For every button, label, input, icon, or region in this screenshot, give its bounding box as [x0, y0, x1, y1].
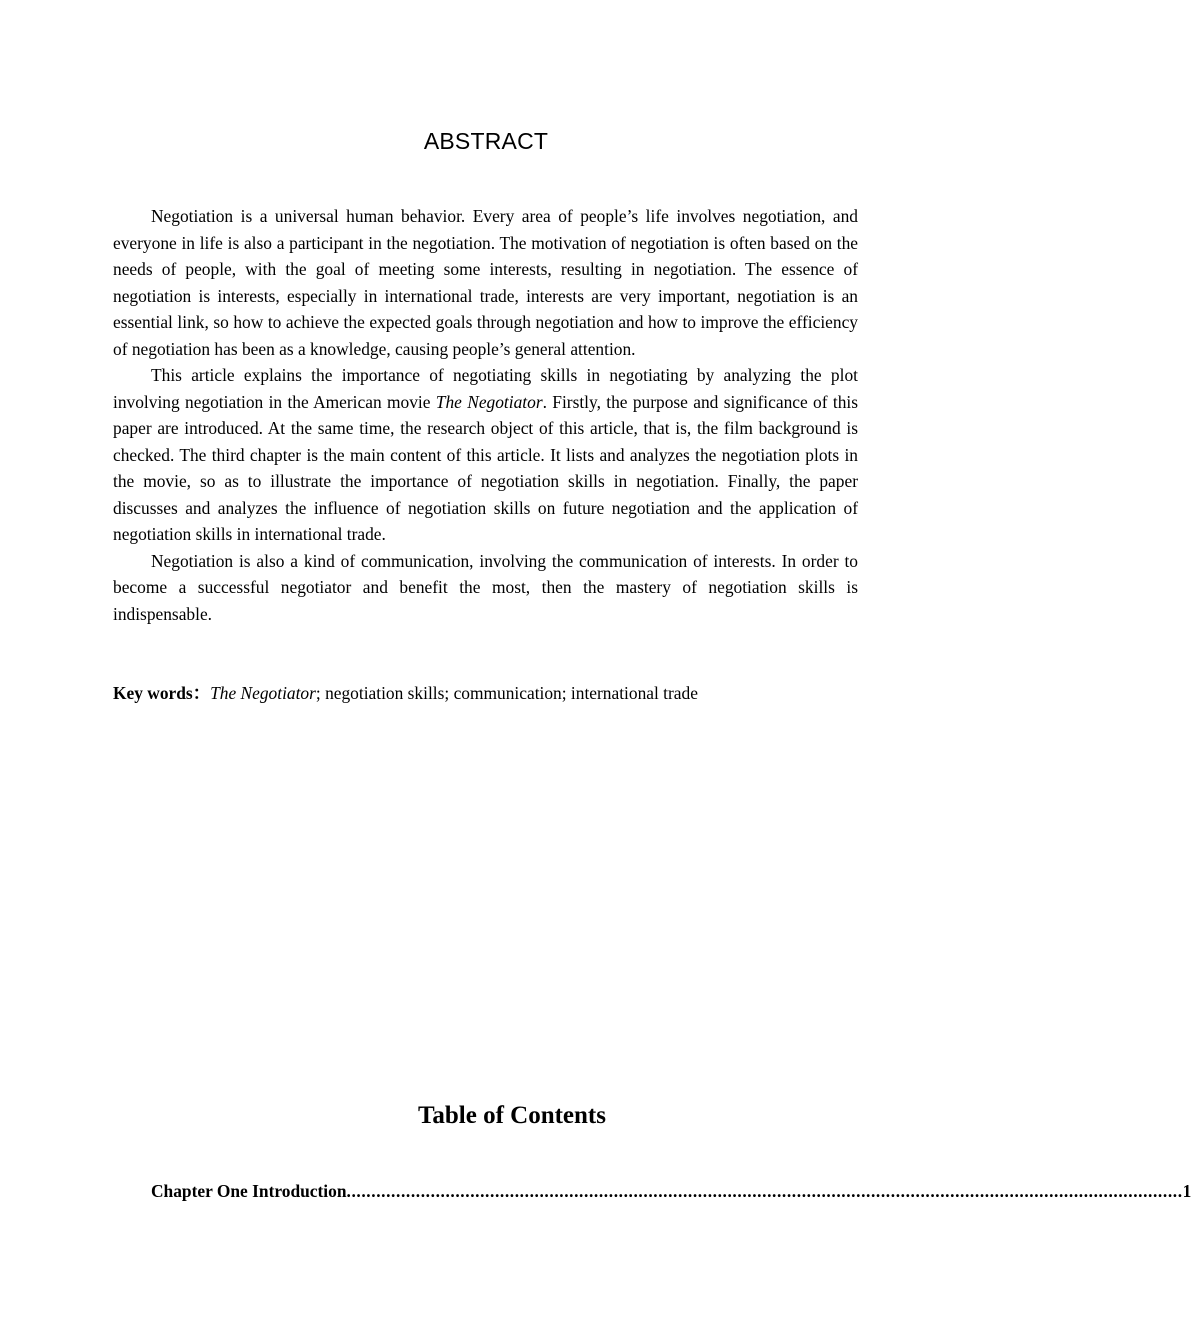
toc-entry-page-number: 1: [1182, 1181, 1191, 1201]
keywords-line: [113, 680, 858, 706]
abstract-paragraph-2: [113, 362, 858, 548]
abstract-paragraph-1: [113, 203, 858, 362]
abstract-paragraph-2-film-title: The Negotiator: [435, 391, 543, 412]
keywords-film-title: The Negotiator: [210, 683, 316, 703]
abstract-paragraph-2-text-b: . Firstly, the purpose and significance of this paper are introduced. At the same time, the research object of this article, that is, the film background is checked. The third chapter is the main content of this article. It lists and analyzes the negotiation plots in the movie, so as to illustrate the importance of negotiation skills in negotiation. Finally, the paper discusses and analyzes the influence of negotiation skills on future negotiation and the application of negotiation skills in international trade.: [113, 391, 859, 544]
toc-entry-label: Chapter One Introduction: [151, 1181, 347, 1201]
keywords-label: Key words：: [113, 683, 211, 703]
abstract-paragraph-3-text: Negotiation is also a kind of communication, involving the communication of interests. In order to become a successful negotiator and benefit the most, then the mastery of negotiation skills is indispensable.: [113, 550, 858, 624]
abstract-paragraph-1-text: Negotiation is a universal human behavior. Every area of people’s life involves negotiation, and everyone in life is also a participant in the negotiation. The motivation of negotiation is often based on the needs of people, with the goal of meeting some interests, resulting in negotiation. The essence of negotiation is interests, especially in international trade, interests are very important, negotiation is an essential link, so how to achieve the expected goals through negotiation and how to improve the efficiency of negotiation has been as a knowledge, causing people’s general attention.: [113, 206, 858, 359]
keywords-list: ; negotiation skills; communication; international trade: [315, 683, 698, 703]
abstract-heading: ABSTRACT: [423, 128, 549, 154]
abstract-body: [113, 203, 858, 627]
toc-dot-leader: .........................................................................................................................................................................: [346, 1181, 1183, 1201]
abstract-paragraph-3: [113, 548, 858, 628]
toc-heading: Table of Contents: [418, 1102, 606, 1129]
toc-entry[interactable]: [151, 1178, 1191, 1204]
abstract-paragraph-2-text-a: This article explains the importance of negotiating skills in negotiating by analyzing the plot involving negotiation in the American movie: [113, 365, 858, 412]
